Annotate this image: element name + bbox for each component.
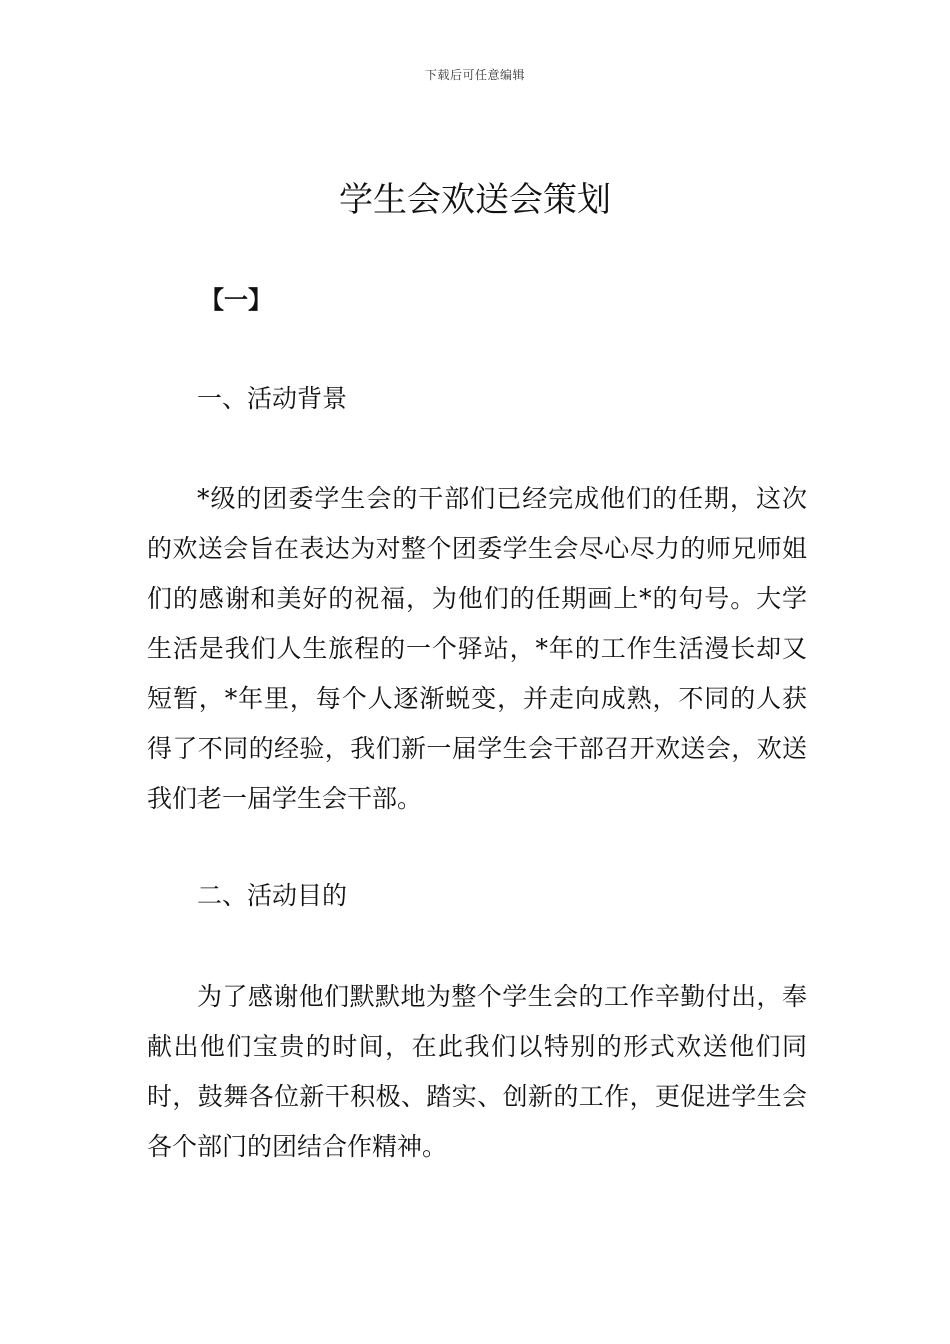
section-mark: 【一】 bbox=[200, 285, 272, 314]
paragraph-purpose: 为了感谢他们默默地为整个学生会的工作辛勤付出，奉献出他们宝贵的时间，在此我们以特别的形式欢送他们同时，鼓舞各位新干积极、踏实、创新的工作，更促进学生会各个部门的团结合作精神。 bbox=[147, 982, 807, 1161]
paragraph-background: *级的团委学生会的干部们已经完成他们的任期，这次的欢送会旨在表达为对整个团委学生会尽心尽力的师兄师姐们的感谢和美好的祝福，为他们的任期画上*的句号。大学生活是我们人生旅程的一个驿站，*年的工作生活漫长却又短暂，*年里，每个人逐渐蜕变，并走向成熟，不同的人获得了不同的经验，我们新一届学生会干部召开欢送会，欢送我们老一届学生会干部。 bbox=[147, 484, 807, 813]
document-title: 学生会欢送会策划 bbox=[339, 180, 611, 220]
heading-purpose: 二、活动目的 bbox=[197, 881, 348, 910]
header-note: 下载后可任意编辑 bbox=[424, 68, 525, 82]
heading-background: 一、活动背景 bbox=[197, 384, 348, 413]
